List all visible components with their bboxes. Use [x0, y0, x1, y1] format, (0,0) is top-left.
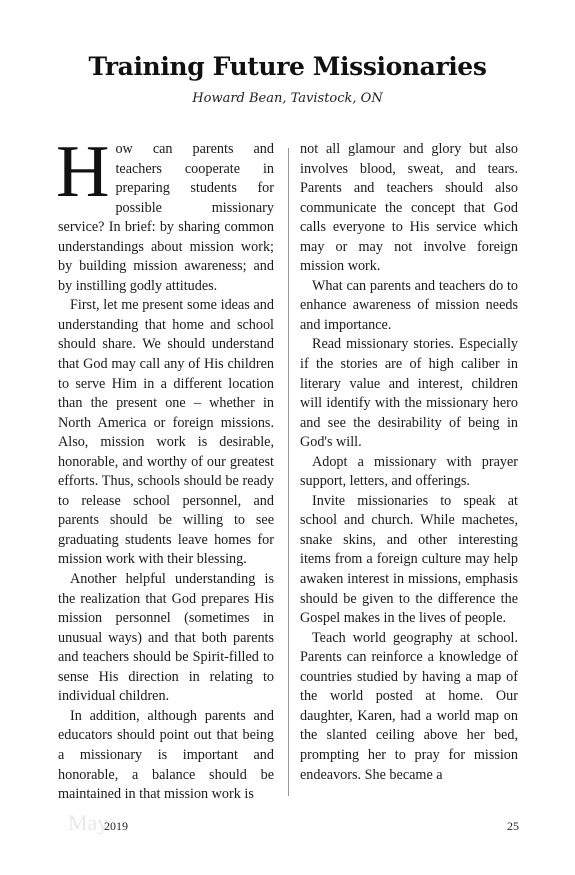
- left-column: [56, 131, 274, 805]
- paragraph-text: ow can parents and teachers cooperate in preparing students for possible missionary service? In brief: by sharing common understandings about mission work; by building mission awareness; and by instilling godly attitudes.: [58, 141, 274, 294]
- paragraph: In addition, although parents and educators should point out that being a missionary is important and honorable, a balance should be maintained in that mission work is: [58, 707, 274, 803]
- article-byline: Howard Bean, Tavistock, ON: [192, 91, 383, 106]
- page-number: 25: [507, 819, 519, 833]
- column-divider: [288, 148, 289, 796]
- article-title: Training Future Missionaries: [88, 52, 487, 81]
- paragraph: Teach world geography at school. Parents can reinforce a knowledge of countries studied by having a map of the world posted at home. Our daughter, Karen, had a world map on the slanted ceiling above her bed, prompting her to pray for mission endeavors. She became a: [300, 629, 518, 783]
- paragraph: Invite missionaries to speak at school and church. While machetes, snake skins, and other interesting items from a foreign culture may help awaken interest in missions, emphasis should be given to the difference the Gospel makes in the lives of people.: [300, 492, 518, 627]
- paragraph: First, let me present some ideas and understanding that home and school should share. We should understand that God may call any of His children to serve Him in a different location than the present one – whether in North America or foreign missions. Also, mission work is desirable, honorable, and worthy of our greatest efforts. Thus, schools should be ready to release school personnel, and parents should be willing to see graduating students leave homes for mission work with their blessing.: [58, 297, 274, 568]
- drop-cap: H: [56, 131, 110, 213]
- paragraph: What can parents and teachers do to enhance awareness of mission needs and importance.: [300, 277, 518, 333]
- paragraph: not all glamour and glory but also involves blood, sweat, and tears. Parents and teachers should also communicate the concept that God calls everyone to His service which may or may not involve foreign mission work.: [300, 141, 518, 275]
- paragraph: Adopt a missionary with prayer support, letters, and offerings.: [300, 453, 518, 490]
- paragraph: [56, 131, 274, 296]
- paragraph: Another helpful understanding is the realization that God prepares His mission personnel (sometimes in unusual ways) and that both parents and teachers should be Spirit-filled to sense His direction in relating to individual children.: [58, 571, 274, 705]
- footer-year: 2019: [104, 819, 128, 833]
- right-column: [300, 140, 518, 785]
- month-watermark: May: [68, 810, 109, 835]
- paragraph: Read missionary stories. Especially if the stories are of high caliber in literary value and interest, children will identify with the missionary hero and see the desirability of being in God's will.: [300, 336, 518, 451]
